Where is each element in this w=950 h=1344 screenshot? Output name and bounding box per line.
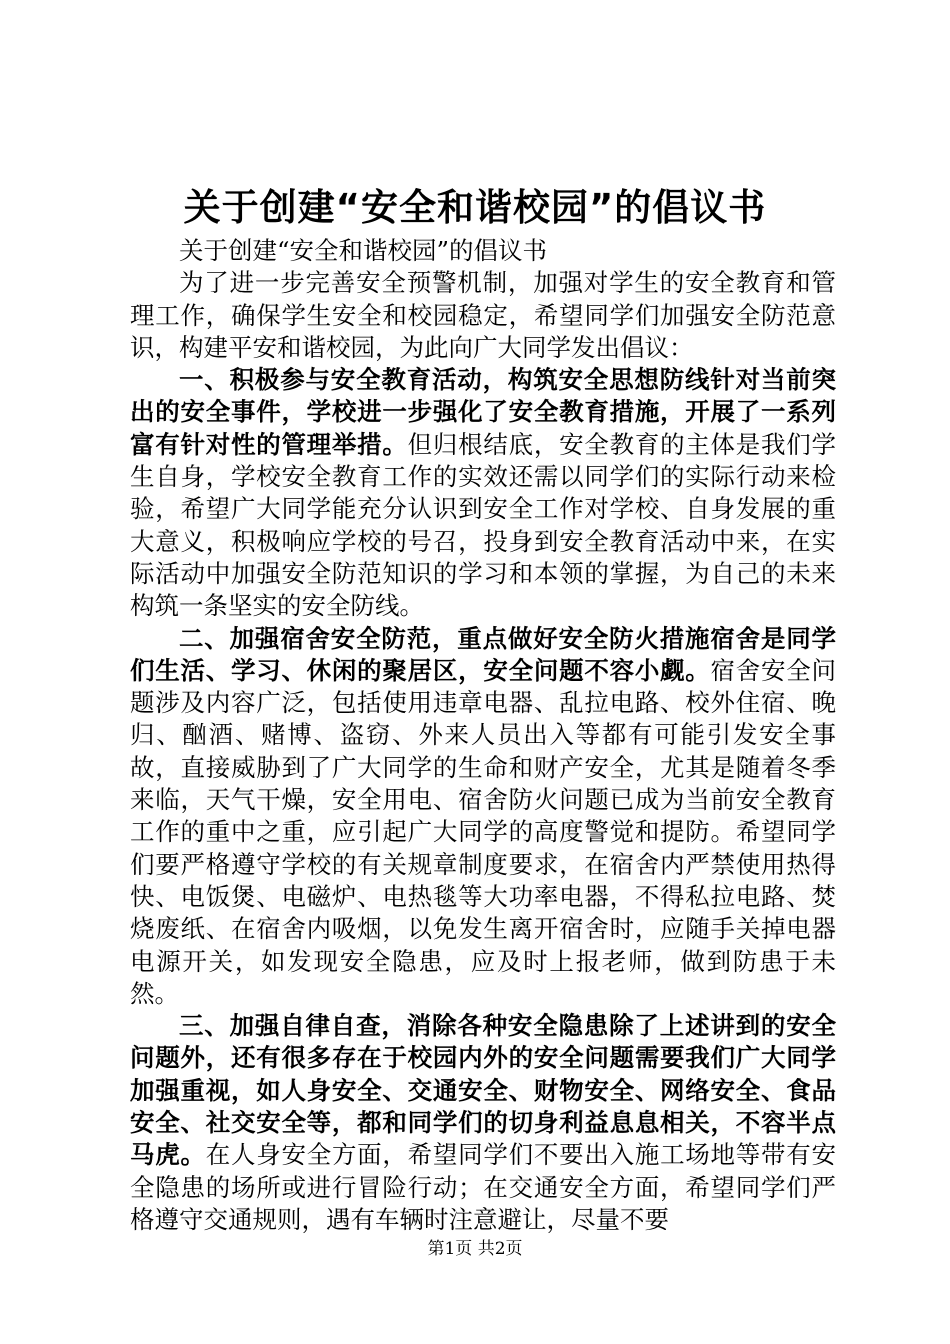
- section-lead-1: 一、积极参与安全教育活动，构筑安全思想防线针对当前突出的安全事件，学校进一步强化了安全教育措施，开展了一系列富有针对性的管理举措。: [130, 365, 836, 459]
- page-footer: 第1页 共2页: [427, 1239, 523, 1259]
- subtitle-paragraph: 关于创建“安全和谐校园”的倡议书: [179, 236, 548, 265]
- section-lead-2: 二、加强宿舍安全防范，重点做好安全防火措施宿舍是同学们生活、学习、休闲的聚居区，安全问题不容小觑。: [130, 623, 836, 685]
- section-paragraph-2: [130, 623, 836, 1011]
- section-lead-3: 三、加强自律自查，消除各种安全隐患除了上述讲到的安全问题外，还有很多存在于校园内外的安全问题需要我们广大同学加强重视，如人身安全、交通安全、财物安全、网络安全、食品安全、社交安全等，都和同学们的切身利益息息相关，不容半点马虎。: [130, 1011, 836, 1170]
- section-paragraph-3: [130, 1010, 836, 1236]
- document-body: [130, 235, 836, 1236]
- document-title: 关于创建“安全和谐校园”的倡议书: [183, 186, 767, 229]
- section-text-3: 在人身安全方面，希望同学们不要出入施工场地等带有安全隐患的场所或进行冒险行动；在交通安全方面，希望同学们严格遵守交通规则，遇有车辆时注意避让，尽量不要: [130, 1140, 837, 1234]
- intro-paragraph: 为了进一步完善安全预警机制，加强对学生的安全教育和管理工作，确保学生安全和校园稳定，希望同学们加强安全防范意识，构建平安和谐校园，为此向广大同学发出倡议：: [130, 268, 836, 362]
- section-text-2: 宿舍安全问题涉及内容广泛，包括使用违章电器、乱拉电路、校外住宿、晚归、酗酒、赌博、盗窃、外来人员出入等都有可能引发安全事故，直接威胁到了广大同学的生命和财产安全，尤其是随着冬季来临，天气干燥，安全用电、宿舍防火问题已成为当前安全教育工作的重中之重，应引起广大同学的高度警觉和提防。希望同学们要严格遵守学校的有关规章制度要求，在宿舍内严禁使用热得快、电饭煲、电磁炉、电热毯等大功率电器，不得私拉电路、焚烧废纸、在宿舍内吸烟，以免发生离开宿舍时，应随手关掉电器电源开关，如发现安全隐患，应及时上报老师，做到防患于未然。: [130, 655, 837, 1008]
- section-paragraph-1: [130, 364, 836, 622]
- section-text-1: 但归根结底，安全教育的主体是我们学生自身，学校安全教育工作的实效还需以同学们的实际行动来检验，希望广大同学能充分认识到安全工作对学校、自身发展的重大意义，积极响应学校的号召，投身到安全教育活动中来，在实际活动中加强安全防范知识的学习和本领的掌握，为自己的未来构筑一条坚实的安全防线。: [130, 429, 837, 621]
